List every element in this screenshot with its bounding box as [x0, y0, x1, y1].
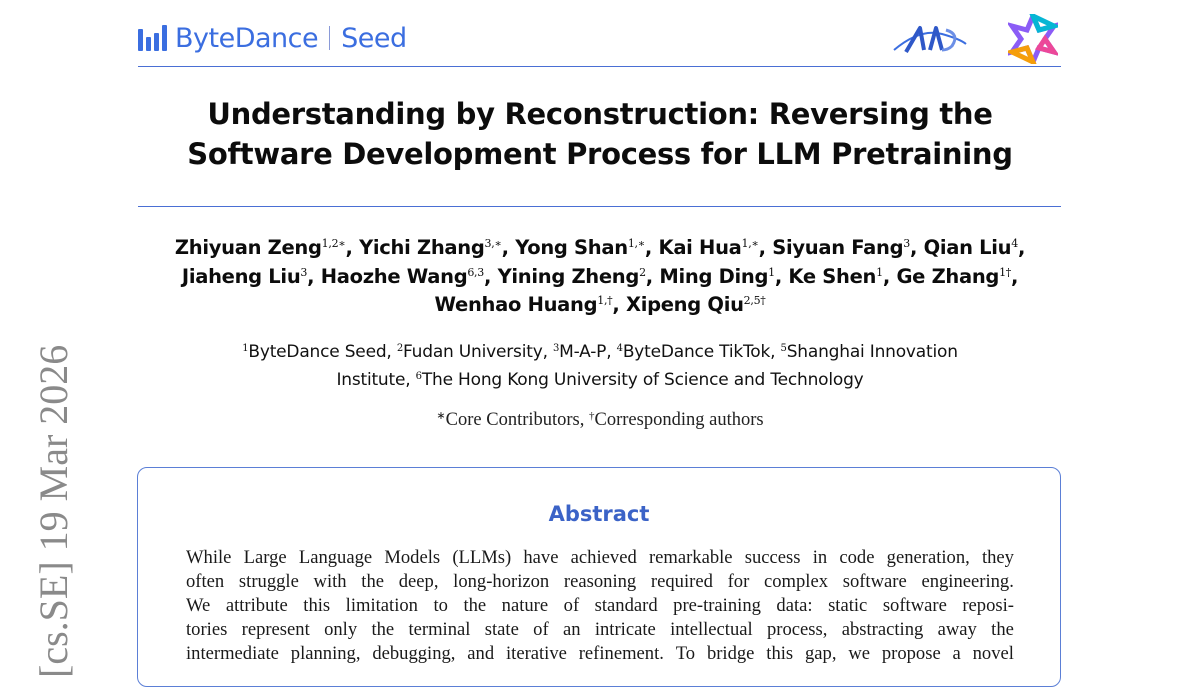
abstract-line — [186, 642, 1014, 666]
abstract-word: deep, — [398, 571, 439, 592]
core-text: Core Contributors, — [445, 410, 590, 430]
author-affil-mark: 1,2∗ — [321, 237, 346, 250]
abstract-word: static — [828, 595, 868, 616]
abstract-word: refinement. — [578, 643, 664, 664]
author-name: Haozhe Wang — [320, 264, 468, 288]
author-name: Jiaheng Liu — [181, 264, 301, 288]
abstract-word: software — [842, 571, 907, 592]
author-sep: , — [612, 293, 626, 316]
abstract-word: in — [812, 547, 828, 568]
abstract-word: data: — [776, 595, 813, 616]
abstract-word: remarkable — [648, 547, 733, 568]
brand-name: ByteDance — [175, 22, 319, 54]
abstract-word: terminal — [408, 619, 471, 640]
abstract-line — [186, 570, 1014, 594]
abstract-word: only — [324, 619, 358, 640]
abstract-word: iterative — [505, 643, 567, 664]
abstract-word: nature — [501, 595, 549, 616]
map-logo-icon — [890, 20, 970, 58]
affiliation-line-1 — [100, 338, 1100, 366]
affiliation: ByteDance Seed, — [248, 342, 397, 362]
author-affil-mark: 2,5† — [743, 294, 766, 307]
affiliation: The Hong Kong University of Science and Technology — [421, 370, 864, 390]
abstract-body — [186, 546, 1014, 666]
author-affil-mark: 4 — [1011, 237, 1018, 250]
abstract-word: of — [563, 595, 580, 616]
abstract-word: standard — [594, 595, 658, 616]
abstract-word: Models — [384, 547, 441, 568]
abstract-word: reposi- — [962, 595, 1014, 616]
author-name: Siyuan Fang — [772, 236, 904, 259]
abstract-word: novel — [972, 643, 1014, 664]
abstract-word: While — [186, 547, 232, 568]
abstract-line — [186, 618, 1014, 642]
title-line-1: Understanding by Reconstruction: Reversing the — [207, 97, 993, 131]
abstract-word: engineering. — [921, 571, 1014, 592]
abstract-line — [186, 594, 1014, 618]
affiliation: ByteDance TikTok, — [622, 342, 781, 362]
abstract-word: the — [463, 595, 487, 616]
author-name: Ke Shen — [788, 264, 877, 288]
author-name: Kai Hua — [658, 236, 742, 259]
abstract-word: Language — [298, 547, 373, 568]
author-name: Ge Zhang — [896, 264, 1000, 288]
abstract-word: code — [839, 547, 875, 568]
author-sep: , — [1017, 236, 1026, 259]
arxiv-stamp: [cs.SE] 19 Mar 2026 — [31, 344, 76, 678]
author-name: Wenhao Huang — [434, 293, 598, 316]
abstract-word: tories — [186, 619, 228, 640]
affil-mark: 4 — [616, 343, 623, 354]
author-sep: , — [501, 236, 516, 259]
author-affil-mark: 1,∗ — [741, 237, 759, 250]
author-affil-mark: 3,∗ — [484, 237, 502, 250]
abstract-word: they — [981, 547, 1014, 568]
brand-divider — [329, 26, 330, 50]
abstract-word: represent — [241, 619, 310, 640]
abstract-word: have — [523, 547, 559, 568]
abstract-word: reasoning — [563, 571, 637, 592]
author-affil-mark: 1,∗ — [627, 237, 645, 250]
abstract-word: We — [186, 595, 211, 616]
abstract-word: limitation — [345, 595, 418, 616]
author-line-3 — [100, 291, 1100, 320]
author-name: Yichi Zhang — [359, 236, 485, 259]
abstract-word: complex — [763, 571, 828, 592]
author-name: Yong Shan — [515, 236, 628, 259]
abstract-word: generation, — [886, 547, 970, 568]
abstract-word: bridge — [706, 643, 755, 664]
abstract-word: (LLMs) — [452, 547, 512, 568]
abstract-word: To — [675, 643, 696, 664]
abstract-word: of — [533, 619, 549, 640]
abstract-word: for — [727, 571, 750, 592]
author-sep: , — [307, 264, 321, 288]
abstract-word: software — [882, 595, 947, 616]
abstract-word: and — [467, 643, 495, 664]
title-line-2: Software Development Process for LLM Pretraining — [187, 137, 1013, 171]
paper-title — [100, 94, 1100, 174]
affil-mark: 6 — [415, 371, 422, 382]
abstract-word: success — [744, 547, 801, 568]
abstract-word: process, — [767, 619, 828, 640]
abstract-word: intellectual — [670, 619, 753, 640]
abstract-word: an — [562, 619, 581, 640]
author-sep: , — [644, 236, 659, 259]
affil-mark: 5 — [780, 343, 787, 354]
abstract-line — [186, 546, 1014, 570]
abstract-word: we — [848, 643, 870, 664]
abstract-word: intermediate — [186, 643, 279, 664]
abstract-word: gap, — [804, 643, 837, 664]
author-name: Yining Zheng — [497, 264, 640, 288]
header-rule — [138, 66, 1061, 67]
abstract-word: a — [952, 643, 961, 664]
affiliation: Institute, — [336, 370, 416, 390]
author-affil-mark: 1† — [999, 265, 1012, 279]
abstract-word: away — [937, 619, 977, 640]
author-affil-mark: 1,† — [597, 294, 613, 307]
author-affil-mark: 1 — [876, 265, 883, 279]
brand-sub: Seed — [341, 22, 407, 54]
abstract-word: long-horizon — [453, 571, 550, 592]
author-line-1 — [100, 234, 1100, 263]
author-line-2 — [100, 263, 1100, 292]
star-logo-icon — [1008, 14, 1058, 64]
author-sep: , — [909, 236, 924, 259]
author-sep: , — [645, 264, 660, 288]
title-rule — [138, 206, 1061, 207]
affiliation: Shanghai Innovation — [786, 342, 958, 362]
author-name: Zhiyuan Zeng — [174, 236, 322, 259]
abstract-word: to — [433, 595, 448, 616]
core-mark: ∗ — [436, 410, 446, 422]
author-sep: , — [882, 264, 897, 288]
abstract-word: the — [371, 619, 395, 640]
author-affil-mark: 6,3 — [467, 265, 484, 279]
abstract-word: often — [186, 571, 225, 592]
abstract-word: this — [766, 643, 794, 664]
abstract-word: Large — [243, 547, 287, 568]
abstract-heading: Abstract — [548, 502, 650, 526]
bytedance-bars-icon — [138, 25, 167, 51]
author-sep: , — [774, 264, 789, 288]
abstract-word: this — [303, 595, 331, 616]
author-list — [100, 234, 1100, 320]
author-name: Qian Liu — [923, 236, 1012, 259]
abstract-word: propose — [881, 643, 941, 664]
abstract-word: abstracting — [841, 619, 924, 640]
author-name: Xipeng Qiu — [625, 293, 744, 316]
abstract-word: struggle — [238, 571, 299, 592]
affiliation-list — [100, 338, 1100, 394]
affil-mark: 3 — [552, 343, 560, 354]
abstract-word: required — [650, 571, 713, 592]
author-sep: , — [1011, 264, 1019, 288]
author-sep: , — [345, 236, 360, 259]
abstract-word: with — [313, 571, 347, 592]
author-affil-mark: 1 — [768, 265, 775, 279]
author-affil-mark: 2 — [639, 265, 646, 279]
author-sep: , — [758, 236, 773, 259]
abstract-word: the — [361, 571, 385, 592]
abstract-word: achieved — [570, 547, 637, 568]
abstract-word: the — [991, 619, 1014, 640]
abstract-word: intricate — [594, 619, 656, 640]
author-affil-mark: 3 — [903, 237, 910, 250]
abstract-word: state — [484, 619, 519, 640]
author-sep: , — [483, 264, 498, 288]
affiliation-line-2 — [100, 366, 1100, 394]
abstract-word: pre-training — [673, 595, 761, 616]
abstract-word: planning, — [290, 643, 361, 664]
affil-mark: 1 — [242, 343, 249, 354]
author-affil-mark: 3 — [300, 265, 308, 279]
affiliation: Fudan University, — [403, 342, 553, 362]
bytedance-seed-logo — [138, 20, 407, 56]
corresponding-mark: † — [589, 410, 595, 422]
author-name: Ming Ding — [659, 264, 769, 288]
contributor-note — [100, 410, 1100, 431]
abstract-word: debugging, — [372, 643, 456, 664]
affiliation: M-A-P, — [559, 342, 617, 362]
abstract-word: attribute — [225, 595, 288, 616]
corresponding-text: Corresponding authors — [594, 410, 764, 430]
affil-mark: 2 — [396, 343, 403, 354]
